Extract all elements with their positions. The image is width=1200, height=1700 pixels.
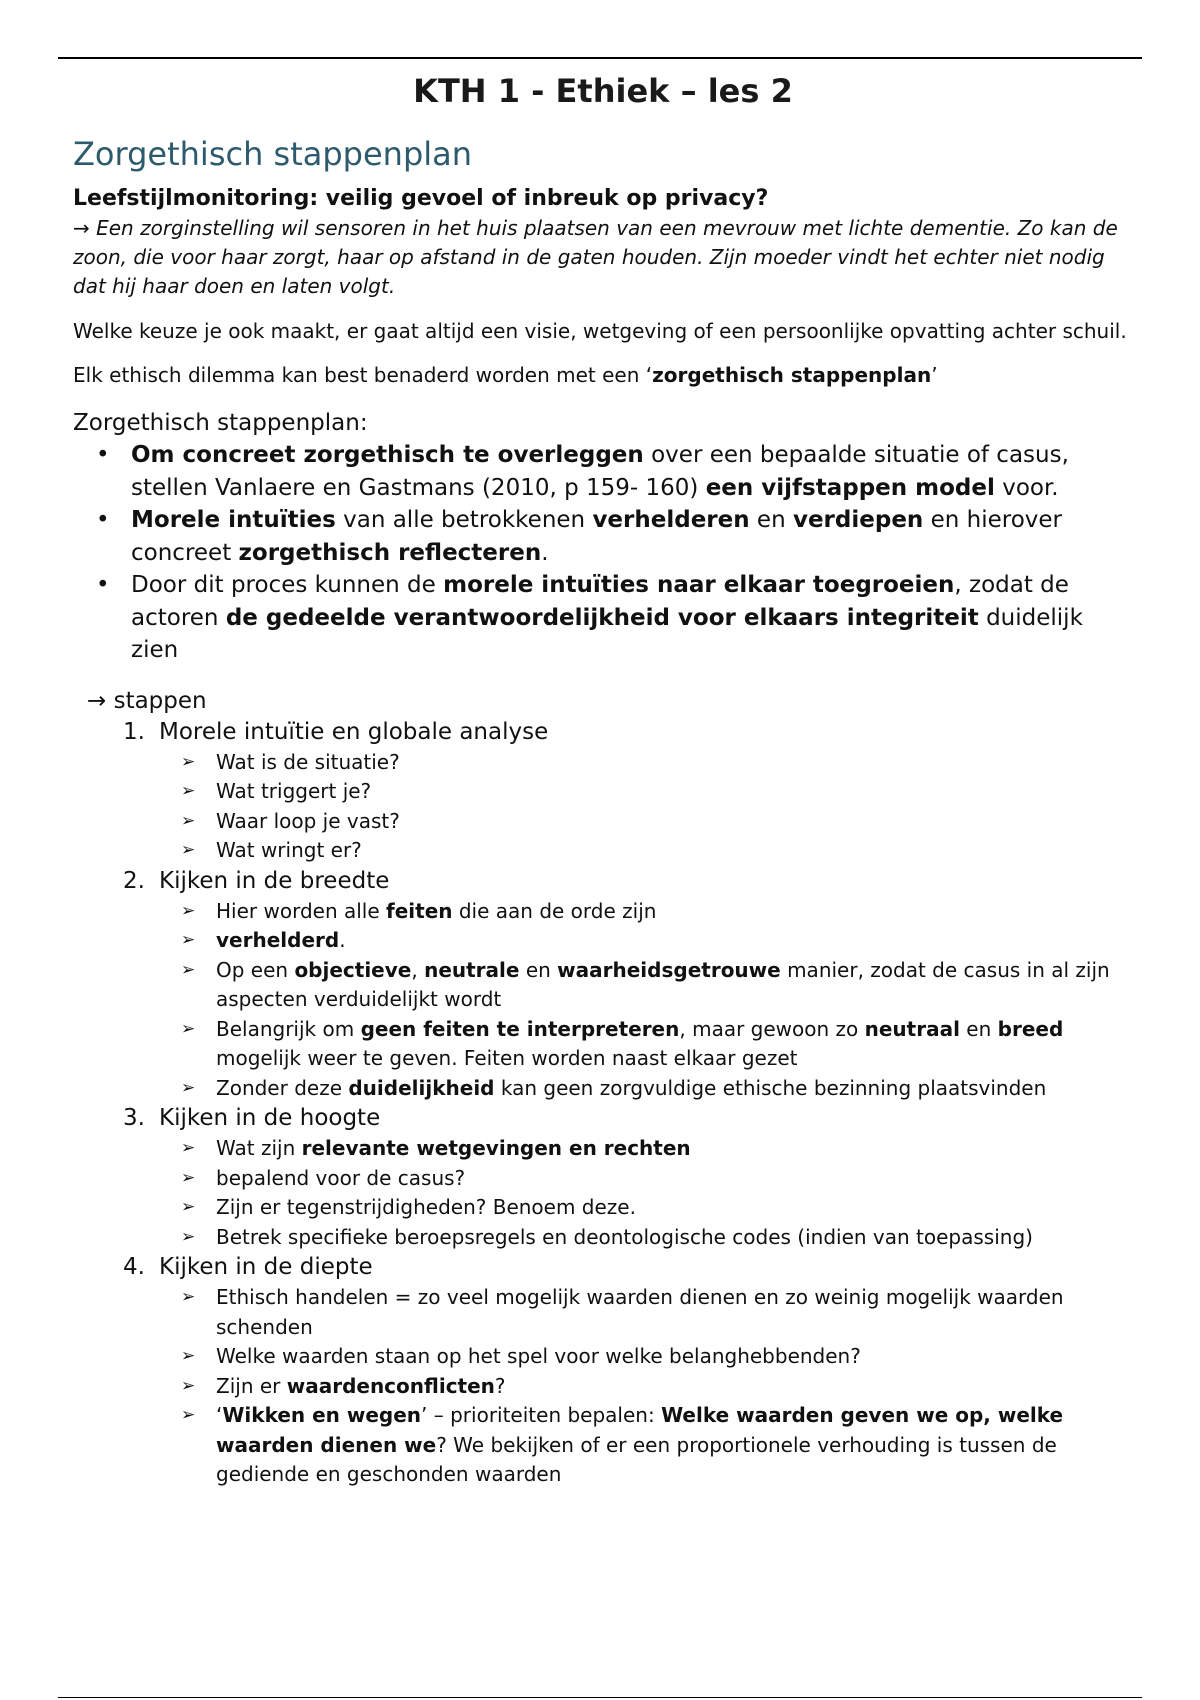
document-page bbox=[73, 66, 1133, 1490]
step-title: Morele intuïtie en globale analyse bbox=[159, 718, 549, 745]
stappenplan-label: Zorgethisch stappenplan: bbox=[73, 410, 368, 436]
list-item: • Door dit proces kunnen de morele intuïties naar elkaar toegroeien, zodat de actoren de gedeelde verantwoordelijkheid voor elkaars integriteit duidelijk zien bbox=[131, 569, 1133, 667]
list-item: ➢ Welke waarden staan op het spel voor welke belanghebbenden? bbox=[216, 1342, 1133, 1372]
section-heading: Zorgethisch stappenplan bbox=[73, 135, 473, 173]
step-title: Kijken in de hoogte bbox=[159, 1105, 381, 1131]
bottom-rule bbox=[58, 1697, 1142, 1698]
list-item: ➢ Zijn er tegenstrijdigheden? Benoem deze. bbox=[216, 1193, 1133, 1223]
list-item: ➢ Wat zijn relevante wetgevingen en rechten bbox=[216, 1134, 1133, 1164]
list-item: ➢ Wat is de situatie? bbox=[216, 748, 1133, 778]
document-title: KTH 1 - Ethiek – les 2 bbox=[413, 72, 793, 110]
step-title: Kijken in de breedte bbox=[159, 867, 390, 894]
arrow-bullet-icon: ➢ bbox=[181, 1405, 196, 1425]
bullet-icon: • bbox=[96, 572, 110, 598]
step-number: 2. bbox=[123, 867, 145, 894]
bullet-icon: • bbox=[96, 442, 110, 468]
arrow-bullet-icon: ➢ bbox=[181, 1287, 196, 1307]
arrow-bullet-icon: ➢ bbox=[181, 1226, 196, 1247]
arrow-bullet-icon: ➢ bbox=[181, 1375, 196, 1396]
list-item: ➢ Wat wringt er? bbox=[216, 836, 1133, 866]
list-item: ➢ Op een objectieve, neutrale en waarheidsgetrouwe manier, zodat de casus in al zijn aspecten verduidelijkt wordt bbox=[181, 957, 1110, 1011]
list-item: • Om concreet zorgethisch te overleggen over een bepaalde situatie of casus, stellen Vanlaere en Gastmans (2010, p 159- 160) een vijfstappen model voor. bbox=[131, 439, 1133, 504]
paragraph-vision: Welke keuze je ook maakt, er gaat altijd een visie, wetgeving of een persoonlijke opvatting achter schuil. bbox=[73, 319, 1127, 343]
steps-label: → stappen bbox=[87, 687, 207, 714]
steps-list bbox=[73, 717, 1133, 1490]
arrow-bullet-icon: ➢ bbox=[181, 959, 196, 980]
case-title: Leefstijlmonitoring: veilig gevoel of inbreuk op privacy? bbox=[73, 186, 769, 211]
step-number: 4. bbox=[123, 1254, 145, 1280]
step-2 bbox=[123, 866, 1133, 1104]
step-1 bbox=[123, 717, 1133, 866]
list-item: ➢ verhelderd. bbox=[216, 926, 1133, 956]
list-item: ➢ Wat triggert je? bbox=[216, 777, 1133, 807]
list-item: ➢ Ethisch handelen = zo veel mogelijk waarden dienen en zo weinig mogelijk waarden schenden bbox=[181, 1285, 1064, 1339]
list-item: ➢ Waar loop je vast? bbox=[216, 807, 1133, 837]
arrow-bullet-icon: ➢ bbox=[181, 751, 196, 772]
step-number: 1. bbox=[123, 718, 145, 745]
list-item: ➢ Betrek specifieke beroepsregels en deontologische codes (indien van toepassing) bbox=[216, 1223, 1133, 1253]
arrow-bullet-icon: ➢ bbox=[181, 1077, 196, 1098]
arrow-bullet-icon: ➢ bbox=[181, 781, 196, 801]
top-rule bbox=[58, 57, 1142, 59]
list-item: ➢ Hier worden alle feiten die aan de orde zijn bbox=[216, 897, 1133, 927]
arrow-bullet-icon: ➢ bbox=[181, 810, 196, 831]
step-3 bbox=[123, 1103, 1133, 1252]
step-title: Kijken in de diepte bbox=[159, 1254, 373, 1280]
case-description: → Een zorginstelling wil sensoren in het huis plaatsen van een mevrouw met lichte dementie. Zo kan de zoon, die voor haar zorgt, haar op afstand in de gaten houden. Zijn moeder vindt het echter niet nodig dat hij haar doen en laten volgt. bbox=[73, 216, 1118, 298]
arrow-bullet-icon: ➢ bbox=[181, 900, 196, 921]
list-item: ➢ bepalend voor de casus? bbox=[216, 1164, 1133, 1194]
list-item: ➢ Zonder deze duidelijkheid kan geen zorgvuldige ethische bezinning plaatsvinden bbox=[216, 1074, 1133, 1104]
list-item: ➢ Zijn er waardenconflicten? bbox=[216, 1372, 1133, 1402]
arrow-bullet-icon: ➢ bbox=[181, 1018, 196, 1039]
arrow-bullet-icon: ➢ bbox=[181, 930, 196, 950]
list-item: ➢ ‘Wikken en wegen’ – prioriteiten bepalen: Welke waarden geven we op, welke waarden dienen we? We bekijken of er een proportionele verhouding is tussen de gediende en geschonden waarden bbox=[181, 1403, 1064, 1486]
stappenplan-bullets bbox=[73, 439, 1133, 667]
arrow-bullet-icon: ➢ bbox=[181, 1346, 196, 1366]
list-item: • Morele intuïties van alle betrokkenen verhelderen en verdiepen en hierover concreet zorgethisch reflecteren. bbox=[131, 504, 1133, 569]
list-item: ➢ Belangrijk om geen feiten te interpreteren, maar gewoon zo neutraal en breed mogelijk weer te geven. Feiten worden naast elkaar gezet bbox=[181, 1016, 1064, 1070]
step-number: 3. bbox=[123, 1105, 145, 1131]
arrow-bullet-icon: ➢ bbox=[181, 1138, 196, 1158]
bullet-icon: • bbox=[96, 507, 110, 533]
arrow-bullet-icon: ➢ bbox=[181, 840, 196, 860]
paragraph-dilemma: Elk ethisch dilemma kan best benaderd worden met een ‘zorgethisch stappenplan’ bbox=[73, 363, 938, 387]
step-4 bbox=[123, 1252, 1133, 1490]
arrow-bullet-icon: ➢ bbox=[181, 1167, 196, 1188]
arrow-bullet-icon: ➢ bbox=[181, 1197, 196, 1217]
